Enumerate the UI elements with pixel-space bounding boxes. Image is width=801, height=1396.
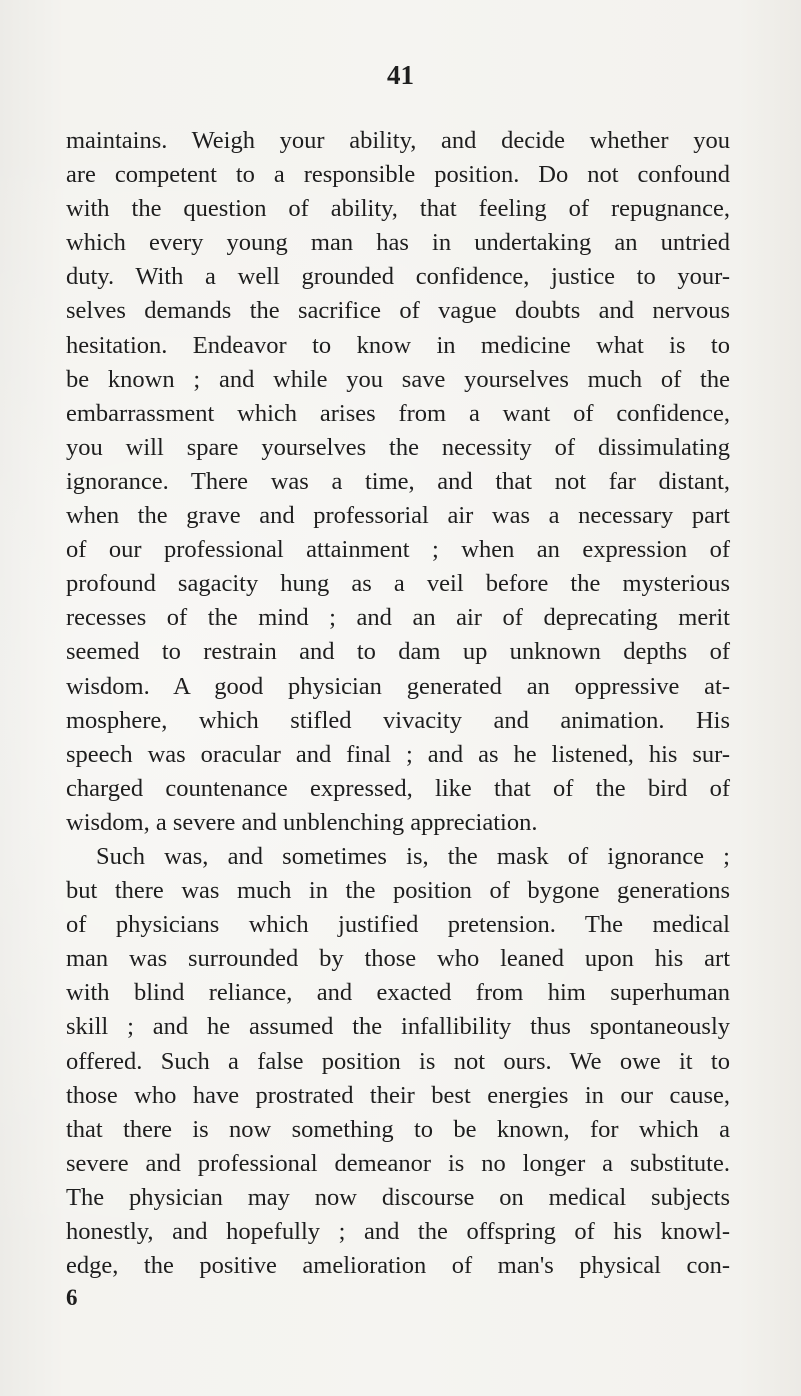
text-line: with blind reliance, and exacted from him superhuman [66, 979, 730, 1007]
text-line: of physicians which justified pretension. The medical [66, 911, 730, 939]
text-line: edge, the positive amelioration of man's physical con- [66, 1252, 730, 1280]
text-line: skill ; and he assumed the infallibility thus spontaneously [66, 1013, 730, 1041]
text-line: duty. With a well grounded confidence, justice to your- [66, 263, 730, 291]
text-line: be known ; and while you save yourselves much of the [66, 365, 730, 393]
text-line: honestly, and hopefully ; and the offspring of his knowl- [66, 1218, 730, 1245]
text-line: profound sagacity hung as a veil before the mysterious [66, 570, 730, 598]
text-line: you will spare yourselves the necessity of dissimulating [66, 433, 730, 461]
signature-mark: 6 [66, 1285, 78, 1311]
text-line: speech was oracular and final ; and as he listened, his sur- [66, 740, 730, 768]
text-line: charged countenance expressed, like that of the bird of [66, 774, 730, 802]
text-line: with the question of ability, that feeling of repugnance, [66, 195, 730, 223]
text-line: are competent to a responsible position. Do not confound [66, 161, 730, 189]
text-line: recesses of the mind ; and an air of deprecating merit [66, 604, 730, 632]
text-line: embarrassment which arises from a want of confidence, [66, 399, 730, 427]
text-line: that there is now something to be known, for which a [66, 1115, 730, 1143]
text-line: but there was much in the position of bygone generations [66, 877, 730, 905]
text-line: wisdom. A good physician generated an oppressive at- [66, 672, 730, 700]
text-line: offered. Such a false position is not ours. We owe it to [66, 1047, 730, 1075]
text-line: Such was, and sometimes is, the mask of ignorance ; [96, 842, 730, 870]
page-number: 41 [387, 60, 414, 90]
text-line: when the grave and professorial air was a necessary part [66, 502, 730, 530]
text-line: seemed to restrain and to dam up unknown depths of [66, 638, 730, 666]
text-line: those who have prostrated their best energies in our cause, [66, 1081, 730, 1109]
text-line: mosphere, which stifled vivacity and animation. His [66, 706, 730, 734]
text-line: which every young man has in undertaking an untried [66, 229, 730, 257]
text-line: wisdom, a severe and unblenching appreciation. [66, 808, 538, 836]
body-text [66, 124, 730, 1313]
text-line: severe and professional demeanor is no longer a substitute. [66, 1149, 730, 1177]
text-line: ignorance. There was a time, and that not far distant, [66, 467, 730, 495]
text-line: hesitation. Endeavor to know in medicine what is to [66, 331, 730, 359]
text-line: selves demands the sacrifice of vague doubts and nervous [66, 297, 730, 325]
text-line: maintains. Weigh your ability, and decide whether you [66, 127, 730, 154]
text-line: man was surrounded by those who leaned upon his art [66, 945, 730, 973]
text-line: of our professional attainment ; when an expression of [66, 536, 730, 564]
text-line: The physician may now discourse on medical subjects [66, 1183, 730, 1211]
